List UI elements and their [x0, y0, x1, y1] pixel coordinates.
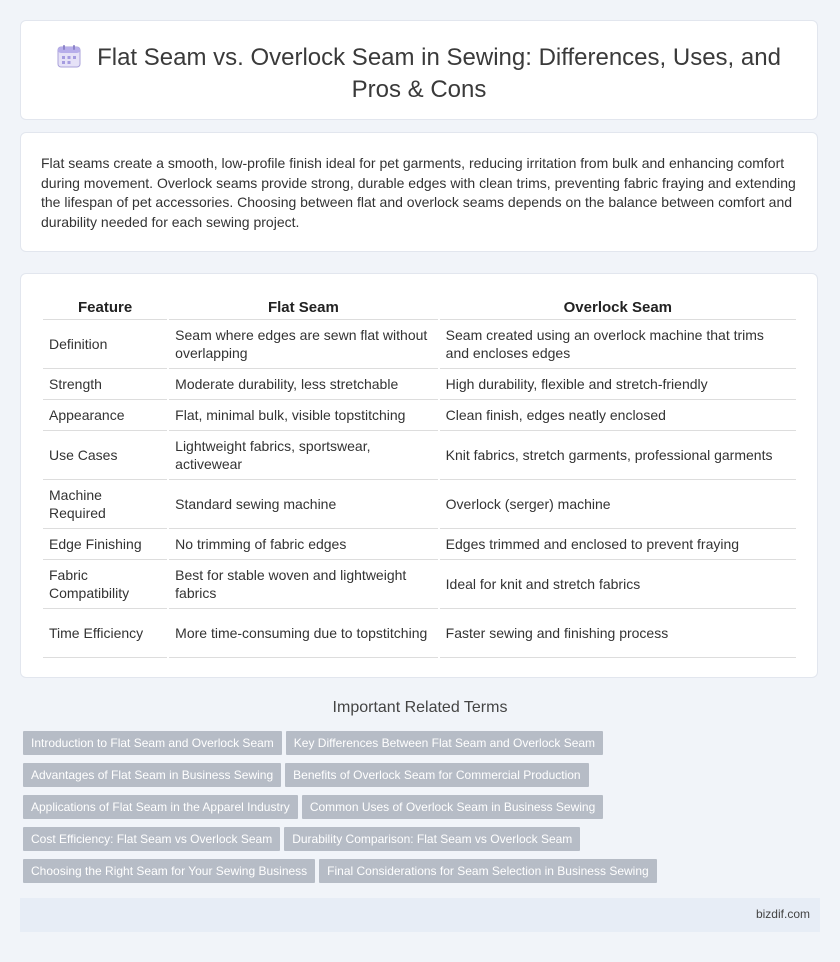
- table-row: [43, 609, 796, 658]
- related-term-tag[interactable]: Choosing the Right Seam for Your Sewing Business: [23, 859, 315, 883]
- cell-flat: Standard sewing machine: [169, 480, 438, 529]
- cell-overlock: Seam created using an overlock machine that trims and encloses edges: [440, 320, 796, 369]
- cell-flat: Seam where edges are sewn flat without overlapping: [169, 320, 438, 369]
- table-header-row: [43, 296, 796, 320]
- table-row: [43, 400, 796, 431]
- related-terms-title: Important Related Terms: [332, 699, 508, 716]
- header-overlock-seam: Overlock Seam: [440, 296, 796, 320]
- title-card: [20, 20, 818, 120]
- tag-row: [23, 763, 823, 795]
- table-row: [43, 529, 796, 560]
- related-term-tag[interactable]: Applications of Flat Seam in the Apparel Industry: [23, 795, 298, 819]
- related-terms-list: [23, 731, 823, 891]
- cell-overlock: Clean finish, edges neatly enclosed: [440, 400, 796, 431]
- cell-flat: No trimming of fabric edges: [169, 529, 438, 560]
- tag-row: [23, 731, 823, 763]
- comparison-table: [41, 296, 798, 658]
- table-row: [43, 431, 796, 480]
- table-row: [43, 560, 796, 609]
- related-term-tag[interactable]: Advantages of Flat Seam in Business Sewing: [23, 763, 281, 787]
- cell-flat: More time-consuming due to topstitching: [169, 609, 438, 658]
- cell-overlock: Edges trimmed and enclosed to prevent fraying: [440, 529, 796, 560]
- related-term-tag[interactable]: Final Considerations for Seam Selection in Business Sewing: [319, 859, 657, 883]
- related-term-tag[interactable]: Benefits of Overlock Seam for Commercial Production: [285, 763, 588, 787]
- related-term-tag[interactable]: Common Uses of Overlock Seam in Business Sewing: [302, 795, 603, 819]
- cell-feature: Use Cases: [43, 431, 167, 480]
- page-title-text: Flat Seam vs. Overlock Seam in Sewing: Differences, Uses, and Pros & Cons: [97, 44, 781, 103]
- header-flat-seam: Flat Seam: [169, 296, 438, 320]
- cell-feature: Strength: [43, 369, 167, 400]
- related-term-tag[interactable]: Introduction to Flat Seam and Overlock Seam: [23, 731, 282, 755]
- related-term-tag[interactable]: Cost Efficiency: Flat Seam vs Overlock Seam: [23, 827, 280, 851]
- page-title: [51, 43, 787, 104]
- footer-brand[interactable]: bizdif.com: [755, 907, 810, 921]
- tag-row: [23, 859, 823, 891]
- header-feature: Feature: [43, 296, 167, 320]
- tag-row: [23, 795, 823, 827]
- cell-overlock: Knit fabrics, stretch garments, professional garments: [440, 431, 796, 480]
- cell-feature: Time Efficiency: [43, 609, 167, 658]
- related-term-tag[interactable]: Key Differences Between Flat Seam and Overlock Seam: [286, 731, 603, 755]
- cell-overlock: Ideal for knit and stretch fabrics: [440, 560, 796, 609]
- cell-flat: Lightweight fabrics, sportswear, activewear: [169, 431, 438, 480]
- cell-overlock: High durability, flexible and stretch-friendly: [440, 369, 796, 400]
- tag-row: [23, 827, 823, 859]
- table-row: [43, 480, 796, 529]
- table-row: [43, 369, 796, 400]
- cell-feature: Appearance: [43, 400, 167, 431]
- footer: [20, 898, 820, 932]
- intro-card: [20, 132, 818, 252]
- cell-feature: Edge Finishing: [43, 529, 167, 560]
- intro-paragraph: Flat seams create a smooth, low-profile finish ideal for pet garments, reducing irritation from bulk and enhancing comfort during movement. Overlock seams provide strong, durable edges with clean trims, preventing fabric fraying and extending the lifespan of pet accessories. Choosing between flat and overlock seams depends on the balance between comfort and durability needed for each sewing project.: [41, 155, 796, 230]
- related-term-tag[interactable]: Durability Comparison: Flat Seam vs Overlock Seam: [284, 827, 580, 851]
- cell-feature: Machine Required: [43, 480, 167, 529]
- comparison-card: [20, 273, 818, 678]
- cell-feature: Fabric Compatibility: [43, 560, 167, 609]
- table-row: [43, 320, 796, 369]
- cell-feature: Definition: [43, 320, 167, 369]
- cell-overlock: Overlock (serger) machine: [440, 480, 796, 529]
- cell-flat: Moderate durability, less stretchable: [169, 369, 438, 400]
- cell-overlock: Faster sewing and finishing process: [440, 609, 796, 658]
- cell-flat: Flat, minimal bulk, visible topstitching: [169, 400, 438, 431]
- cell-flat: Best for stable woven and lightweight fabrics: [169, 560, 438, 609]
- calendar-icon: [57, 44, 81, 75]
